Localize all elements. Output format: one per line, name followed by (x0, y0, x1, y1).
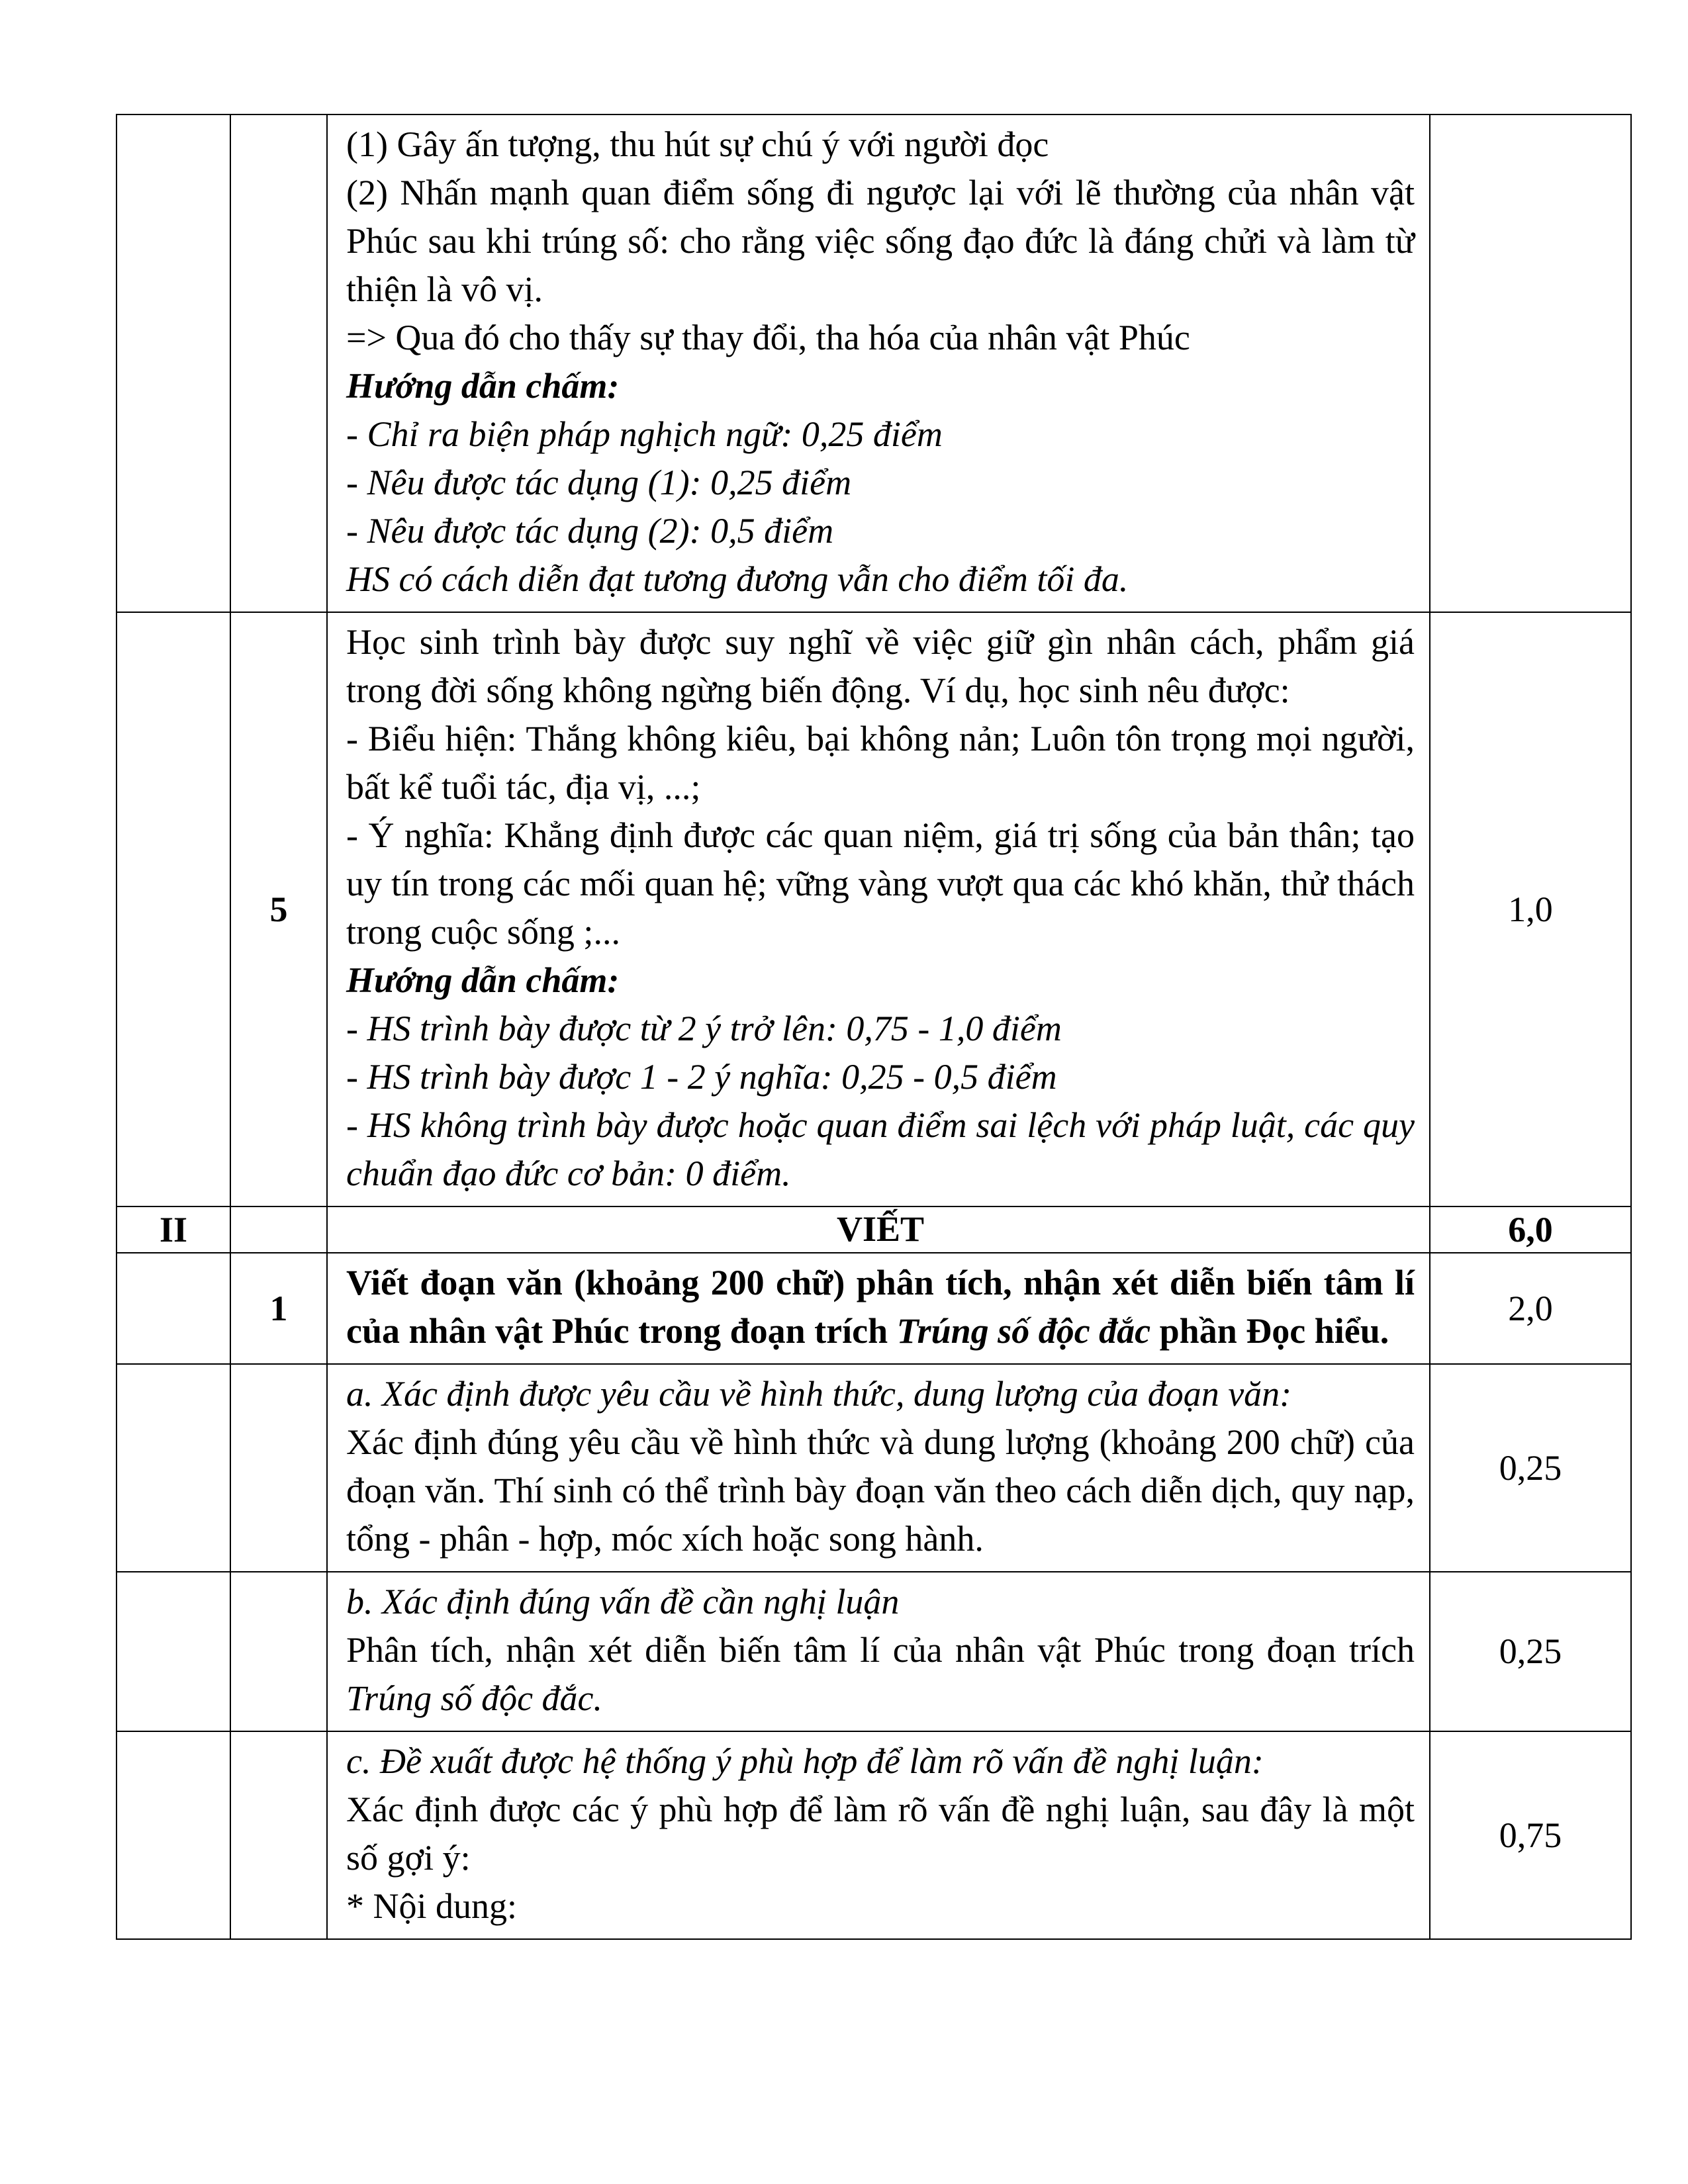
work-title: Trúng số độc đắc (896, 1311, 1151, 1351)
writing-prompt (346, 1259, 1415, 1355)
criterion-detail: Xác định đúng yêu cầu về hình thức và dung lượng (khoảng 200 chữ) của đoạn văn. Thí sinh có thể trình bày đoạn văn theo cách diễn dịch, quy nạp, tổng - phân - hợp, móc xích hoặc song hành. (346, 1422, 1415, 1559)
row-writing-q1c (117, 1731, 1631, 1939)
row-reading-q5 (117, 612, 1631, 1206)
grading-guide-heading: Hướng dẫn chấm: (346, 366, 620, 406)
row-writing-q1a (117, 1364, 1631, 1572)
answer-paragraph: => Qua đó cho thấy sự thay đổi, tha hóa của nhân vật Phúc (346, 318, 1190, 357)
section-cell (117, 1364, 230, 1572)
work-title: Trúng số độc đắc. (346, 1678, 603, 1718)
section-cell (117, 1731, 230, 1939)
prompt-text: Viết đoạn văn (khoảng 200 chữ) phân tích, nhận xét diễn biến tâm lí của nhân vật Phúc trong đoạn trích (346, 1263, 1415, 1351)
points-value: 2,0 (1430, 1253, 1631, 1364)
section-title: VIẾT (327, 1206, 1430, 1253)
row-section-viet (117, 1206, 1631, 1253)
content-cell (327, 1364, 1430, 1572)
criterion-detail (346, 1626, 1415, 1723)
question-number: 5 (230, 612, 327, 1206)
grading-guide-line: - HS không trình bày được hoặc quan điểm sai lệch với pháp luật, các quy chuẩn đạo đức cơ bản: 0 điểm. (346, 1105, 1415, 1193)
grading-guide-line: - Nêu được tác dụng (1): 0,25 điểm (346, 463, 852, 502)
row-writing-q1 (117, 1253, 1631, 1364)
criterion-text: Phân tích, nhận xét diễn biến tâm lí của nhân vật Phúc trong đoạn trích (346, 1630, 1415, 1670)
question-number: 1 (230, 1253, 327, 1364)
grading-guide-line: - HS trình bày được từ 2 ý trở lên: 0,75 - 1,0 điểm (346, 1009, 1062, 1048)
section-cell (117, 612, 230, 1206)
points-cell (1430, 114, 1631, 612)
section-number: II (117, 1206, 230, 1253)
section-cell (117, 1253, 230, 1364)
grading-guide-line: - Nêu được tác dụng (2): 0,5 điểm (346, 511, 834, 551)
section-cell (117, 1572, 230, 1731)
content-cell (327, 1572, 1430, 1731)
question-cell (230, 1731, 327, 1939)
answer-paragraph: Học sinh trình bày được suy nghĩ về việc giữ gìn nhân cách, phẩm giá trong đời sống không ngừng biến động. Ví dụ, học sinh nêu được: (346, 622, 1415, 710)
criterion-heading: b. Xác định đúng vấn đề cần nghị luận (346, 1582, 900, 1621)
section-cell (117, 114, 230, 612)
answer-paragraph: (2) Nhấn mạnh quan điểm sống đi ngược lại với lẽ thường của nhân vật Phúc sau khi trúng số: cho rằng việc sống đạo đức là đáng chửi và làm từ thiện là vô vị. (346, 173, 1415, 309)
points-value: 0,25 (1430, 1364, 1631, 1572)
question-cell (230, 1572, 327, 1731)
criterion-detail: Xác định được các ý phù hợp để làm rõ vấn đề nghị luận, sau đây là một số gợi ý: (346, 1790, 1415, 1878)
points-value: 1,0 (1430, 612, 1631, 1206)
answer-paragraph: - Biểu hiện: Thắng không kiêu, bại không nản; Luôn tôn trọng mọi người, bất kể tuổi tác, địa vị, ...; (346, 719, 1415, 807)
criterion-detail: * Nội dung: (346, 1886, 518, 1926)
answer-paragraph: (1) Gây ấn tượng, thu hút sự chú ý với người đọc (346, 124, 1049, 164)
question-cell (230, 114, 327, 612)
content-cell (327, 1731, 1430, 1939)
criterion-heading: c. Đề xuất được hệ thống ý phù hợp để làm rõ vấn đề nghị luận: (346, 1741, 1264, 1781)
points-value: 0,25 (1430, 1572, 1631, 1731)
question-cell (230, 1364, 327, 1572)
grading-guide-heading: Hướng dẫn chấm: (346, 960, 620, 1000)
answer-paragraph: - Ý nghĩa: Khẳng định được các quan niệm, giá trị sống của bản thân; tạo uy tín trong các mối quan hệ; vững vàng vượt qua các khó khăn, thử thách trong cuộc sống ;... (346, 815, 1415, 952)
question-cell (230, 1206, 327, 1253)
grading-guide-line: - HS trình bày được 1 - 2 ý nghĩa: 0,25 - 0,5 điểm (346, 1057, 1057, 1097)
prompt-text: phần Đọc hiểu. (1150, 1311, 1389, 1351)
criterion-heading: a. Xác định được yêu cầu về hình thức, dung lượng của đoạn văn: (346, 1374, 1292, 1414)
points-value: 0,75 (1430, 1731, 1631, 1939)
content-cell (327, 1253, 1430, 1364)
points-value: 6,0 (1430, 1206, 1631, 1253)
row-reading-q4-continuation (117, 114, 1631, 612)
grading-guide-line: - Chỉ ra biện pháp nghịch ngữ: 0,25 điểm (346, 414, 943, 454)
row-writing-q1b (117, 1572, 1631, 1731)
content-cell (327, 612, 1430, 1206)
grading-guide-line: HS có cách diễn đạt tương đương vẫn cho điểm tối đa. (346, 559, 1129, 599)
grading-rubric-table (116, 114, 1632, 1940)
content-cell (327, 114, 1430, 612)
